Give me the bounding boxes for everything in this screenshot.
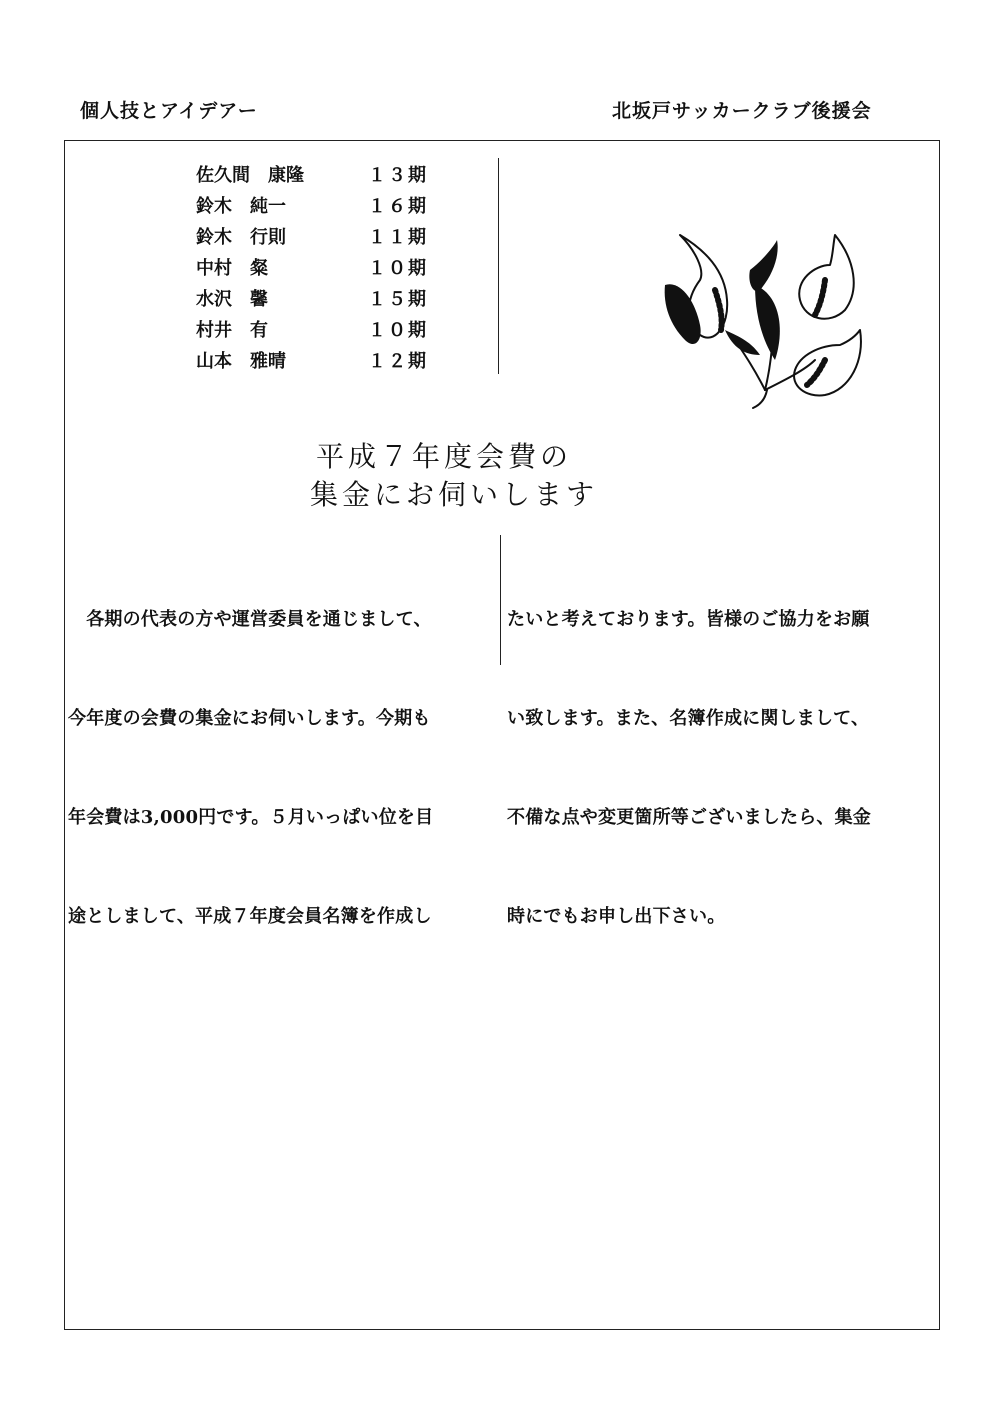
member-name: 佐久間 康隆 [196, 165, 304, 186]
member-name: 鈴木 行則 [196, 227, 286, 248]
member-row [196, 315, 496, 346]
body-line: たいと考えております。皆様のご協力をお願 [507, 609, 870, 630]
member-name: 鈴木 純一 [196, 196, 286, 217]
calla-lily-illustration [655, 230, 870, 410]
member-row [196, 284, 496, 315]
body-line: 時にでもお申し出下さい。 [507, 906, 726, 927]
member-term: １０期 [368, 320, 428, 341]
member-name: 山本 雅晴 [196, 351, 286, 372]
notice-title-line-2: 集金にお伺いします [310, 478, 599, 511]
body-line: 年会費は3,000円です。５月いっぱい位を目 [68, 807, 434, 828]
member-name: 村井 有 [196, 320, 268, 341]
header-left-title: 個人技とアイデアー [80, 100, 258, 122]
member-term: １２期 [368, 351, 428, 372]
member-row [196, 191, 496, 222]
member-term: １６期 [368, 196, 428, 217]
member-name: 中村 粲 [196, 258, 268, 279]
column-divider [500, 535, 501, 665]
member-term: １３期 [368, 165, 428, 186]
member-row [196, 222, 496, 253]
member-term: １０期 [368, 258, 428, 279]
body-line: 各期の代表の方や運営委員を通じまして、 [68, 609, 432, 630]
member-term: １１期 [368, 227, 428, 248]
header-right-title: 北坂戸サッカークラブ後援会 [612, 100, 872, 122]
body-line: い致します。また、名簿作成に関しまして、 [507, 708, 870, 729]
member-name: 水沢 馨 [196, 289, 268, 310]
member-list [196, 160, 496, 377]
notice-title-line-1: 平成７年度会費の [316, 440, 573, 473]
member-row [196, 160, 496, 191]
member-term: １５期 [368, 289, 428, 310]
body-line: 不備な点や変更箇所等ございましたら、集金 [507, 807, 871, 828]
notice-title [300, 438, 720, 514]
notice-body-right-column [507, 537, 937, 966]
body-line: 途としまして、平成７年度会員名簿を作成し [68, 906, 432, 927]
member-row [196, 253, 496, 284]
member-row [196, 346, 496, 377]
notice-body-left-column [68, 537, 498, 966]
member-list-divider [498, 158, 499, 374]
body-line: 今年度の会費の集金にお伺いします。今期も [68, 708, 431, 729]
